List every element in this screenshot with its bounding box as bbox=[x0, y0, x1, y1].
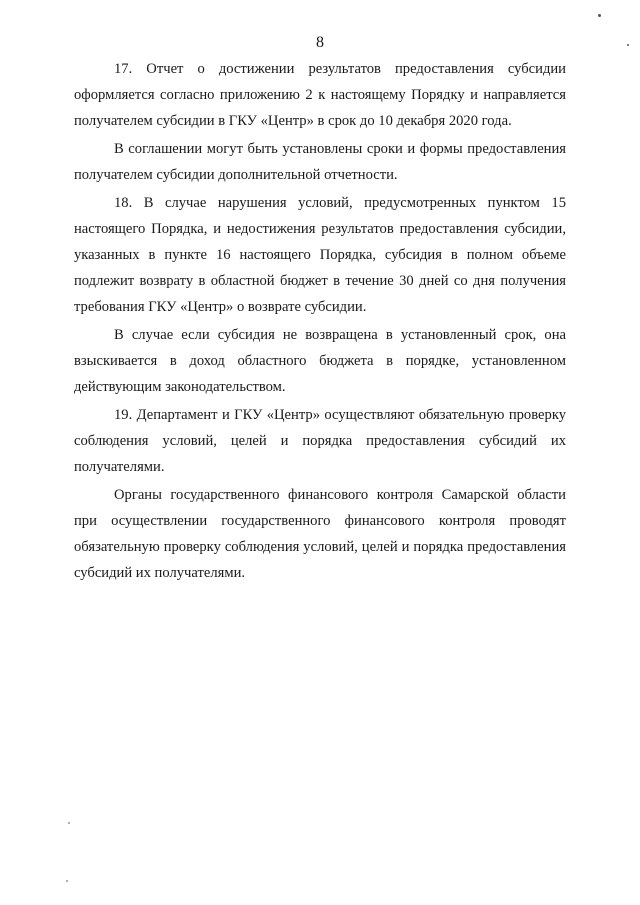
paragraph-18: 18. В случае нарушения условий, предусмотренных пунктом 15 настоящего Порядка, и недостижения результатов предоставления субсидии, указанных в пункте 16 настоящего Порядка, субсидия в полном объеме подлежит возврату в областной бюджет в течение 30 дней со дня получения требования ГКУ «Центр» о возврате субсидии. bbox=[74, 195, 566, 315]
page-number: 8 bbox=[316, 34, 324, 51]
paragraph-17-additional-reporting: В соглашении могут быть установлены сроки и формы предоставления получателем субсидии дополнительной отчетности. bbox=[74, 141, 566, 183]
scan-speck bbox=[598, 14, 601, 17]
scan-speck bbox=[627, 44, 629, 46]
paragraph-18-recovery: В случае если субсидия не возвращена в установленный срок, она взыскивается в доход областного бюджета в порядке, установленном действующим законодательством. bbox=[74, 327, 566, 395]
paragraph-19-control-bodies: Органы государственного финансового контроля Самарской области при осуществлении государственного финансового контроля проводят обязательную проверку соблюдения условий, целей и порядка предоставления субсидий их получателями. bbox=[74, 487, 566, 581]
document-body bbox=[74, 56, 566, 588]
paragraph-17: 17. Отчет о достижении результатов предоставления субсидии оформляется согласно приложению 2 к настоящему Порядку и направляется получателем субсидии в ГКУ «Центр» в срок до 10 декабря 2020 года. bbox=[74, 61, 566, 129]
scan-speck bbox=[66, 880, 68, 882]
paragraph-19: 19. Департамент и ГКУ «Центр» осуществляют обязательную проверку соблюдения условий, целей и порядка предоставления субсидий их получателями. bbox=[74, 407, 566, 475]
scan-speck bbox=[68, 822, 70, 824]
